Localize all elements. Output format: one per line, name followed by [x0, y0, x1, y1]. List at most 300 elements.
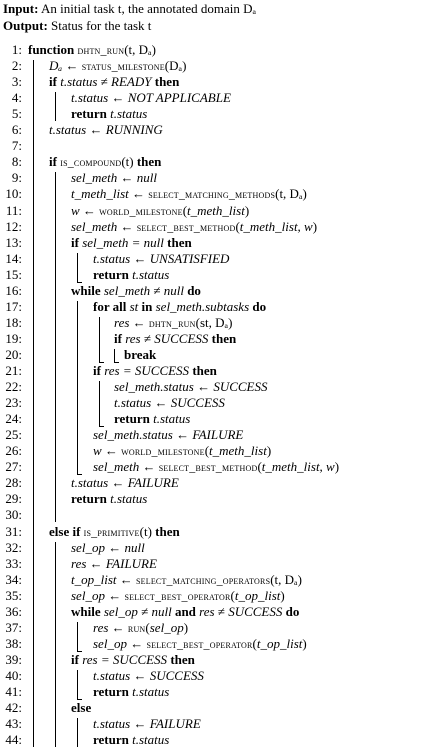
line-number: 29:	[5, 491, 22, 507]
procedure-name: is_compound	[60, 155, 122, 170]
line-number: 14:	[5, 250, 22, 266]
keyword: return	[114, 411, 154, 427]
line-number: 43:	[5, 716, 22, 732]
procedure-name: world_milestone	[121, 444, 205, 459]
line-text	[71, 90, 231, 106]
line-text	[49, 154, 161, 170]
expression: ←	[62, 58, 82, 74]
algorithm-line	[0, 491, 440, 507]
expression: ←	[86, 122, 106, 138]
line-number: 1:	[11, 42, 22, 57]
keyword: then	[136, 154, 162, 170]
expression: ←	[129, 314, 149, 330]
expression: )	[280, 587, 285, 603]
keyword: then	[170, 651, 195, 667]
line-text	[71, 604, 299, 620]
algorithm-line	[0, 90, 440, 106]
procedure-name: select_best_operator	[124, 588, 231, 603]
expression: sel_meth.status	[114, 379, 194, 395]
algorithm-line	[0, 668, 440, 684]
keyword: return	[93, 266, 133, 282]
expression: FAILURE	[127, 475, 179, 491]
expression: ←	[130, 667, 150, 683]
algorithm-line	[0, 58, 440, 74]
expression: t_meth_list, w	[261, 459, 335, 475]
expression: sel_op	[71, 587, 105, 603]
expression: ←	[117, 218, 137, 234]
line-text	[71, 572, 302, 588]
expression: t.status	[93, 716, 131, 732]
line-text	[114, 379, 267, 395]
line-number: 16:	[5, 282, 22, 298]
algorithm-line	[0, 154, 440, 170]
line-text	[71, 106, 147, 122]
expression: t.status	[153, 411, 191, 427]
line-text	[93, 251, 229, 267]
block-guide-line	[99, 317, 100, 362]
algorithm-line	[0, 588, 440, 604]
line-text	[71, 203, 249, 219]
expression: (	[257, 459, 262, 475]
line-text	[114, 395, 225, 411]
keyword: do	[252, 298, 267, 314]
expression: ←	[104, 539, 125, 555]
expression: FAILURE	[192, 427, 244, 443]
line-text	[71, 491, 147, 507]
block-end-tick	[99, 362, 104, 363]
algorithm-line	[0, 636, 440, 652]
input-text: An initial task t, the annotated domain Dₐ	[40, 1, 257, 16]
keyword: return	[71, 106, 111, 122]
expression: sel_op ≠ null	[103, 603, 175, 619]
line-text	[124, 347, 156, 363]
line-number: 33:	[5, 555, 22, 571]
expression: t_op_list	[256, 635, 303, 651]
expression: sel_op	[93, 635, 127, 651]
expression: SUCCESS	[213, 379, 268, 395]
expression: sel_meth.status	[93, 427, 173, 443]
line-text	[114, 331, 236, 347]
line-number: 28:	[5, 475, 22, 491]
expression: (t, Dₐ)	[270, 571, 302, 587]
keyword: return	[93, 732, 133, 748]
expression: )	[266, 443, 272, 459]
line-number: 42:	[5, 700, 22, 716]
expression: SUCCESS	[170, 395, 225, 411]
procedure-name: status_milestone	[81, 59, 165, 74]
expression: t.status	[132, 684, 170, 699]
procedure-name: select_best_method	[158, 460, 258, 475]
line-text	[114, 411, 190, 427]
line-number: 12:	[5, 218, 22, 234]
line-text	[93, 668, 204, 684]
algorithm-line	[0, 106, 440, 122]
line-number: 23:	[5, 395, 22, 411]
expression: res = SUCCESS	[104, 363, 193, 378]
expression: (	[235, 218, 240, 234]
procedure-name: select_best_method	[136, 219, 236, 234]
expression: SUCCESS	[149, 667, 204, 683]
procedure-name: select_matching_operators	[136, 572, 271, 587]
keyword: in	[138, 298, 156, 314]
expression: t.status	[93, 250, 131, 266]
keyword: function	[28, 42, 78, 57]
line-number: 9:	[11, 170, 22, 186]
expression: FAILURE	[149, 716, 201, 732]
line-text	[49, 74, 179, 90]
expression: sel_meth	[71, 218, 118, 234]
line-number: 25:	[5, 427, 22, 443]
expression: res	[93, 619, 109, 635]
line-text	[93, 427, 243, 443]
input-line	[3, 0, 437, 17]
line-number: 40:	[5, 667, 22, 683]
line-text	[93, 684, 169, 700]
block-guide-line	[33, 60, 34, 747]
output-label: Output:	[3, 18, 48, 33]
line-number: 17:	[5, 298, 22, 314]
expression: t_op_list	[234, 587, 281, 603]
keyword: break	[124, 346, 157, 362]
expression: sel_op	[71, 539, 105, 555]
line-number: 30:	[5, 507, 22, 523]
algorithm-line	[0, 620, 440, 636]
expression: sel_meth	[71, 170, 118, 186]
expression: t_meth_list	[187, 202, 245, 218]
line-text	[93, 459, 339, 475]
expression: t_meth_list, w	[239, 218, 313, 234]
line-text	[71, 219, 317, 235]
expression: ←	[101, 443, 122, 459]
expression: res	[114, 314, 130, 330]
keyword: if	[71, 651, 83, 667]
algorithm-line	[0, 331, 440, 347]
expression: (	[252, 635, 257, 651]
expression: (	[204, 443, 210, 459]
line-text	[71, 186, 307, 202]
line-number: 44:	[5, 732, 22, 748]
line-number: 5:	[11, 106, 22, 122]
line-text	[93, 732, 169, 748]
expression: sel_meth	[93, 459, 140, 475]
expression: res = SUCCESS	[82, 651, 171, 667]
line-number: 36:	[5, 603, 22, 619]
keyword: if	[114, 330, 126, 346]
keyword: while	[71, 603, 104, 619]
expression: ←	[139, 459, 159, 475]
block-end-tick	[77, 651, 82, 652]
expression: (	[230, 587, 235, 603]
keyword: while	[71, 282, 104, 298]
algorithm-line	[0, 299, 440, 315]
expression: )	[334, 459, 340, 475]
algorithm-line	[0, 572, 440, 588]
algorithm-line	[0, 427, 440, 443]
line-number: 11:	[5, 202, 22, 218]
expression: ←	[130, 250, 150, 266]
algorithm-line	[0, 732, 440, 748]
expression: sel_op	[149, 619, 184, 635]
procedure-name: run	[127, 620, 146, 635]
block-guide-line	[55, 172, 56, 522]
algorithm-line	[0, 556, 440, 572]
keyword: else	[71, 700, 92, 716]
expression: ←	[116, 571, 137, 587]
expression: (	[145, 619, 150, 635]
algorithm-line	[0, 122, 440, 138]
keyword: if	[93, 363, 105, 378]
expression: null	[136, 170, 157, 186]
line-number: 19:	[5, 330, 22, 346]
line-text	[93, 363, 217, 379]
expression: (t, Dₐ)	[275, 186, 307, 202]
expression: res ≠ SUCCESS	[125, 330, 212, 346]
line-number: 34:	[5, 571, 22, 587]
algorithm-line	[0, 652, 440, 668]
expression: ←	[104, 587, 125, 603]
procedure-name: world_milestone	[99, 203, 183, 218]
expression: ←	[193, 379, 214, 395]
line-number: 31:	[5, 523, 22, 539]
algorithm-line	[0, 363, 440, 379]
algorithm-line	[0, 716, 440, 732]
expression: w	[93, 443, 102, 459]
line-number: 32:	[5, 539, 22, 555]
expression: null	[124, 539, 145, 555]
expression: t.status ≠ READY	[60, 74, 155, 90]
algorithm-line	[0, 74, 440, 90]
block-end-tick	[77, 474, 82, 475]
line-text	[93, 267, 169, 283]
block-end-tick	[114, 362, 119, 363]
algorithm-line	[0, 475, 440, 491]
line-number: 39:	[5, 651, 22, 667]
expression: t_meth_list	[71, 186, 129, 202]
expression: t.status	[132, 732, 170, 748]
algorithm-line	[0, 219, 440, 235]
expression: (t)	[139, 523, 156, 539]
expression: (t, Dₐ)	[124, 42, 156, 57]
block-guide-line	[114, 349, 115, 362]
line-number: 13:	[5, 234, 22, 250]
keyword: if	[49, 154, 61, 170]
algorithm-line	[0, 524, 440, 540]
expression: )	[244, 202, 250, 218]
algorithm-body	[0, 42, 440, 748]
block-guide-line	[77, 301, 78, 475]
expression: t.status	[93, 667, 131, 683]
line-text	[49, 524, 180, 540]
expression: st	[129, 298, 139, 314]
line-number: 27:	[5, 459, 22, 475]
algorithm-line	[0, 443, 440, 459]
line-number: 35:	[5, 587, 22, 603]
procedure-name: dhtn_run	[148, 315, 196, 330]
output-line	[3, 17, 437, 34]
line-number: 8:	[11, 154, 22, 170]
line-text	[71, 283, 201, 299]
line-number: 20:	[5, 346, 22, 362]
expression: ←	[108, 619, 128, 635]
line-text	[93, 299, 266, 315]
algorithm-line	[0, 315, 440, 331]
line-text	[71, 235, 192, 251]
algorithm-line	[0, 42, 440, 58]
algorithm-line	[0, 170, 440, 186]
line-number: 24:	[5, 411, 22, 427]
input-label: Input:	[3, 1, 39, 16]
keyword: and	[174, 603, 200, 619]
keyword: if	[71, 234, 83, 250]
keyword: return	[93, 684, 133, 699]
expression: t_meth_list	[209, 443, 267, 459]
output-text: Status for the task t	[51, 18, 152, 33]
algorithm-line	[0, 411, 440, 427]
block-guide-line	[99, 381, 100, 426]
algorithm-line	[0, 235, 440, 251]
algorithm-line	[0, 507, 440, 523]
algorithm-line	[0, 283, 440, 299]
expression: UNSATISFIED	[149, 250, 230, 266]
procedure-name: dhtn_run	[77, 43, 125, 57]
keyword: else if	[49, 523, 84, 539]
expression: )	[183, 619, 189, 635]
algorithm-line	[0, 347, 440, 363]
expression: ←	[108, 475, 128, 491]
keyword: then	[192, 363, 217, 378]
line-number: 18:	[5, 314, 22, 330]
line-text	[93, 716, 201, 732]
expression: t.status	[71, 475, 109, 491]
expression: t.status	[110, 106, 148, 122]
expression: t.status	[71, 90, 109, 106]
block-end-tick	[77, 282, 82, 283]
line-number: 22:	[5, 379, 22, 395]
line-text	[71, 652, 195, 668]
expression: (t)	[121, 154, 137, 170]
keyword: do	[187, 282, 201, 298]
procedure-name: select_best_operator	[146, 636, 253, 651]
algorithm-line	[0, 604, 440, 620]
expression: w	[71, 202, 80, 218]
algorithm-header	[3, 0, 437, 34]
expression: sel_meth ≠ null	[103, 282, 188, 298]
block-guide-line	[77, 670, 78, 699]
expression: )	[312, 218, 318, 234]
expression: ←	[130, 716, 150, 732]
procedure-name: select_matching_methods	[148, 187, 276, 202]
line-text	[71, 170, 157, 186]
expression: RUNNING	[105, 122, 163, 138]
algorithm-line	[0, 395, 440, 411]
algorithm-line	[0, 267, 440, 283]
procedure-name: is_primitive	[83, 524, 140, 539]
block-guide-line	[77, 253, 78, 282]
keyword: then	[167, 234, 192, 250]
keyword: then	[211, 330, 237, 346]
line-text	[93, 620, 188, 636]
keyword: do	[285, 603, 300, 619]
line-text	[71, 540, 145, 556]
expression: ←	[117, 170, 137, 186]
line-number: 4:	[11, 90, 22, 106]
expression: sel_meth = null	[82, 234, 168, 250]
block-end-tick	[99, 426, 104, 427]
expression: (st, Dₐ)	[195, 314, 233, 330]
expression: t.status	[132, 266, 170, 282]
expression: ←	[151, 395, 171, 411]
expression: t.status	[114, 395, 152, 411]
line-text	[93, 636, 307, 652]
algorithm-line	[0, 684, 440, 700]
line-number: 7:	[11, 138, 22, 154]
keyword: then	[154, 74, 180, 90]
expression: (	[182, 202, 188, 218]
line-text	[71, 588, 285, 604]
algorithm-line	[0, 459, 440, 475]
expression: NOT APPLICABLE	[127, 90, 231, 106]
line-number: 26:	[5, 443, 22, 459]
line-text	[71, 556, 157, 572]
expression: t.status	[110, 491, 148, 507]
expression: res	[71, 555, 87, 571]
line-number: 15:	[5, 266, 22, 282]
block-guide-line	[77, 622, 78, 651]
keyword: return	[71, 491, 111, 507]
line-number: 38:	[5, 635, 22, 651]
expression: ←	[126, 635, 147, 651]
line-text	[49, 58, 186, 74]
expression: ←	[108, 90, 128, 106]
line-text	[114, 315, 232, 331]
algorithm-line	[0, 251, 440, 267]
line-text	[49, 122, 163, 138]
expression: t_op_list	[71, 571, 117, 587]
block-guide-line	[55, 92, 56, 121]
line-number: 6:	[11, 122, 22, 138]
keyword: then	[155, 523, 180, 539]
line-text	[71, 475, 179, 491]
expression: t.status	[49, 122, 87, 138]
line-number: 2:	[11, 58, 22, 74]
expression: )	[302, 635, 307, 651]
line-text	[28, 42, 156, 58]
line-number: 3:	[11, 74, 22, 90]
expression: ←	[128, 186, 149, 202]
algorithm-line	[0, 379, 440, 395]
expression: FAILURE	[105, 555, 157, 571]
expression: res ≠ SUCCESS	[199, 603, 286, 619]
line-number: 41:	[5, 684, 22, 699]
algorithm-line	[0, 138, 440, 154]
keyword: if	[49, 74, 61, 90]
expression: ←	[79, 202, 100, 218]
keyword: for all	[93, 298, 130, 314]
algorithm-line	[0, 203, 440, 219]
line-number: 37:	[5, 619, 22, 635]
block-end-tick	[77, 699, 82, 700]
block-guide-line	[77, 718, 78, 747]
line-number: 21:	[5, 363, 22, 378]
algorithm-line	[0, 186, 440, 202]
algorithm-line	[0, 540, 440, 556]
block-guide-line	[55, 542, 56, 748]
expression: (Dₐ)	[164, 58, 187, 74]
algorithm-line	[0, 700, 440, 716]
line-text	[93, 443, 271, 459]
expression: sel_meth.subtasks	[155, 298, 253, 314]
expression: Dₐ	[49, 58, 63, 74]
